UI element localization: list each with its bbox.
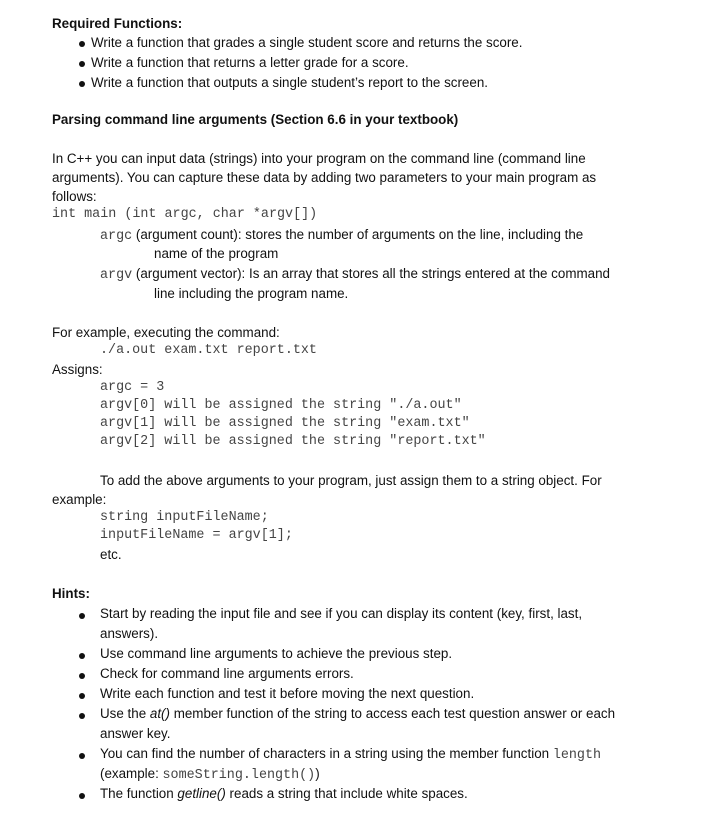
somestring-length-code: someString.length(): [162, 768, 316, 783]
bullet-icon: [79, 693, 85, 699]
assign-line-code: argv[2] will be assigned the string "report.txt": [100, 434, 486, 449]
argv-description-cont: line including the program name.: [154, 286, 349, 301]
hint-item-cont: answer key.: [100, 726, 171, 741]
assign-line-code: argv[0] will be assigned the string "./a.out": [100, 398, 462, 413]
add-arguments-text-cont: example:: [52, 492, 107, 507]
argc-description: [100, 227, 583, 244]
bullet-icon: [79, 673, 85, 679]
required-function-item: Write a function that returns a letter grade for a score.: [91, 55, 409, 70]
hint-item: [100, 786, 468, 801]
add-arguments-text: To add the above arguments to your program, just assign them to a string object. For: [100, 473, 602, 488]
length-code: length: [552, 748, 602, 763]
hint-text: member function of the string to access each test question answer or each: [169, 706, 616, 721]
string-example-code: string inputFileName;: [100, 510, 269, 525]
etc-text: etc.: [100, 547, 122, 562]
bullet-icon: [79, 81, 85, 87]
required-function-item: Write a function that outputs a single student’s report to the screen.: [91, 75, 488, 90]
intro-line: In C++ you can input data (strings) into your program on the command line (command line: [52, 151, 586, 166]
bullet-icon: [79, 41, 85, 47]
hint-item: Use command line arguments to achieve the previous step.: [100, 646, 453, 661]
argv-desc-text: (argument vector): Is an array that stores all the strings entered at the command: [132, 266, 610, 281]
hint-text: The function: [100, 786, 178, 801]
hint-item: Start by reading the input file and see if you can display its content (key, first, last,: [100, 606, 583, 621]
hints-heading: Hints:: [52, 586, 90, 601]
required-functions-heading: Required Functions:: [52, 16, 183, 31]
getline-function-name: getline(): [177, 786, 226, 801]
hint-item: [100, 746, 601, 763]
bullet-icon: [79, 713, 85, 719]
parsing-heading: Parsing command line arguments (Section 6.6 in your textbook): [52, 112, 459, 127]
main-signature-code: int main (int argc, char *argv[]): [52, 207, 318, 222]
argv-code: argv: [100, 268, 133, 283]
at-function-name: at(): [149, 706, 170, 721]
argc-code: argc: [100, 229, 133, 244]
hint-text: (example:: [100, 766, 163, 781]
argc-desc-text: (argument count): stores the number of arguments on the line, including the: [132, 227, 584, 242]
bullet-icon: [79, 61, 85, 67]
argc-description-cont: name of the program: [154, 246, 279, 261]
argv-description: [100, 266, 610, 283]
hint-text: reads a string that include white spaces.: [225, 786, 468, 801]
bullet-icon: [79, 793, 85, 799]
hint-item-cont: [100, 766, 320, 783]
hint-item: [100, 706, 615, 721]
assign-line-code: argc = 3: [100, 380, 165, 395]
assign-line-code: argv[1] will be assigned the string "exam.txt": [100, 416, 470, 431]
hint-text: You can find the number of characters in a string using the member function: [100, 746, 553, 761]
required-function-item: Write a function that grades a single student score and returns the score.: [91, 35, 523, 50]
hint-text: ): [315, 766, 320, 781]
hint-text: Use the: [100, 706, 150, 721]
string-example-code: inputFileName = argv[1];: [100, 528, 293, 543]
assigns-label: Assigns:: [52, 362, 103, 377]
bullet-icon: [79, 613, 85, 619]
hint-item-cont: answers).: [100, 626, 159, 641]
hint-item: Write each function and test it before moving the next question.: [100, 686, 475, 701]
intro-line: arguments). You can capture these data by adding two parameters to your main program as: [52, 170, 597, 185]
intro-line: follows:: [52, 189, 97, 204]
bullet-icon: [79, 653, 85, 659]
bullet-icon: [79, 753, 85, 759]
hint-item: Check for command line arguments errors.: [100, 666, 354, 681]
example-label: For example, executing the command:: [52, 325, 280, 340]
example-command-code: ./a.out exam.txt report.txt: [100, 343, 317, 358]
